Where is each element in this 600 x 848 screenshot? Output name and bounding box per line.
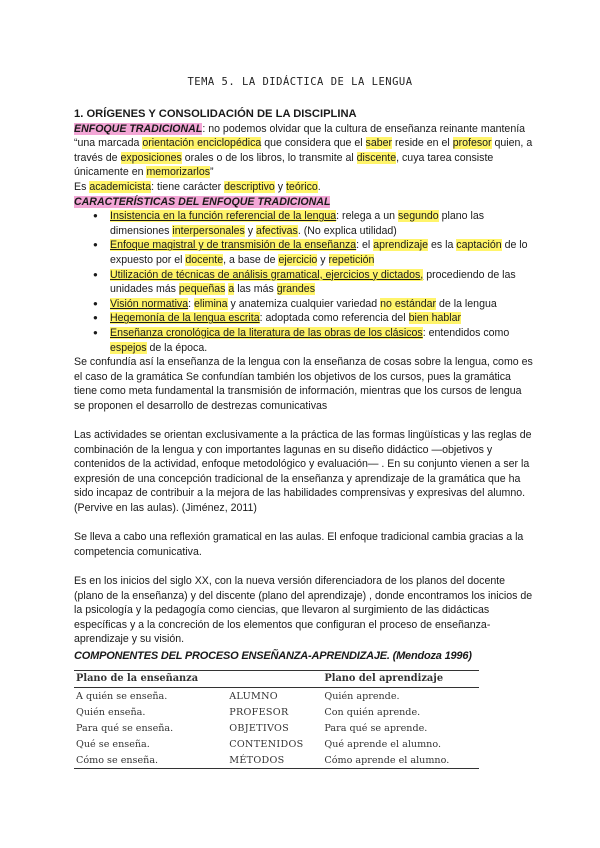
highlight: bien hablar bbox=[408, 312, 462, 325]
table-cell: PROFESOR bbox=[229, 707, 289, 718]
table-cell: Qué se enseña. bbox=[76, 739, 150, 750]
table-cell: Quién enseña. bbox=[76, 707, 146, 718]
list-item bbox=[110, 311, 534, 326]
table-cell: CONTENIDOS bbox=[229, 739, 304, 750]
text-run: y bbox=[244, 224, 257, 237]
text-run: : bbox=[188, 297, 195, 310]
highlight: pequeñas bbox=[178, 283, 226, 296]
highlight: ejercicio bbox=[278, 253, 318, 266]
underlined-highlight: Hegemonía de la lengua escrita bbox=[110, 312, 260, 325]
highlight: aprendizaje bbox=[373, 239, 429, 252]
table-header-row bbox=[74, 671, 479, 688]
components-table bbox=[74, 670, 479, 769]
paragraph: Se confundía así la enseñanza de la lengua con la enseñanza de cosas sobre la lengua, como es el caso de la gramática Se confundían también los objetivos de los cursos, pues la gramática tiene como meta fundamental la transmisión de información, mientras que los cursos de lengua se proponen el desarrollo de destrezas comunicativas bbox=[74, 356, 533, 412]
paragraph: Se lleva a cabo una reflexión gramatical en las aulas. El enfoque tradicional cambia gracias a la competencia comunicativa. bbox=[74, 531, 524, 558]
table-row bbox=[74, 752, 479, 769]
text-run: plano las dimensiones bbox=[110, 210, 485, 237]
section-heading: 1. ORÍGENES Y CONSOLIDACIÓN DE LA DISCIPLINA bbox=[74, 108, 357, 120]
text-run: : relega a un bbox=[336, 210, 398, 223]
text-run: y bbox=[317, 253, 329, 266]
characteristics-heading bbox=[74, 195, 534, 210]
text-run: Es bbox=[74, 180, 90, 193]
text-run: es la bbox=[428, 239, 457, 252]
spacer bbox=[74, 559, 534, 574]
text-run: de lo expuesto por el bbox=[110, 239, 528, 266]
highlight: docente bbox=[185, 253, 224, 266]
highlight: elimina bbox=[194, 297, 228, 310]
text-run: y bbox=[274, 180, 286, 193]
table-cell: Con quién aprende. bbox=[324, 707, 421, 718]
text-run: , a base de bbox=[223, 253, 279, 266]
highlight: repetición bbox=[328, 253, 375, 266]
text-run: : el bbox=[356, 239, 374, 252]
characteristics-list bbox=[74, 209, 534, 355]
text-run: y anatemiza cualquier variedad bbox=[227, 297, 381, 310]
text-run: . bbox=[317, 180, 321, 193]
highlight: captación bbox=[456, 239, 502, 252]
table-cell: Qué aprende el alumno. bbox=[324, 739, 441, 750]
spacer bbox=[74, 516, 534, 531]
highlight: a bbox=[228, 283, 235, 296]
highlight: orientación enciclopédica bbox=[142, 137, 262, 150]
column-header bbox=[227, 671, 322, 688]
page-title: TEMA 5. LA DIDÁCTICA DE LA LENGUA bbox=[187, 76, 413, 88]
text-run: que considera que el bbox=[261, 137, 366, 150]
highlight: afectivas bbox=[256, 224, 298, 237]
underlined-highlight: Utilización de técnicas de análisis gramatical, ejercicios y dictados, bbox=[110, 268, 424, 281]
highlight: grandes bbox=[276, 283, 315, 296]
list-item bbox=[110, 326, 534, 355]
enfoque-label: ENFOQUE TRADICIONAL bbox=[74, 122, 203, 135]
text-run: : no podemos olvidar que la cultura de enseñanza reinante mantenía “una marcada bbox=[74, 122, 526, 150]
highlight: academicista bbox=[89, 180, 152, 193]
highlight: exposiciones bbox=[120, 151, 182, 164]
text-run: orales o de los libros, lo transmite al bbox=[181, 151, 357, 164]
text-run: quien, a través de bbox=[74, 137, 533, 164]
highlight: espejos bbox=[110, 341, 147, 354]
spacer bbox=[74, 413, 534, 428]
text-run: las más bbox=[234, 283, 277, 296]
text-run: procediendo de las unidades más bbox=[110, 268, 516, 296]
enfoque-paragraph bbox=[74, 122, 534, 180]
table-cell: Para qué se enseña. bbox=[76, 723, 174, 734]
text-run: : tiene carácter bbox=[151, 180, 225, 193]
text-run: ” bbox=[210, 166, 214, 179]
components-heading: COMPONENTES DEL PROCESO ENSEÑANZA-APRENDIZAJE. (Mendoza 1996) bbox=[74, 649, 472, 662]
table-row bbox=[74, 704, 479, 720]
table-cell: Quién aprende. bbox=[324, 691, 400, 702]
text-run: reside en el bbox=[392, 137, 453, 150]
column-header: Plano del aprendizaje bbox=[322, 671, 479, 688]
text-run: de la lengua bbox=[436, 297, 497, 310]
table-row bbox=[74, 736, 479, 752]
highlight: interpersonales bbox=[172, 224, 245, 237]
table-cell: OBJETIVOS bbox=[229, 723, 290, 734]
paragraph: Las actividades se orientan exclusivamente a la práctica de las formas lingüísticas y las reglas de combinación de la lengua y con importantes lagunas en su diseño didáctico —objetivos y contenidos de la actividad, enfoque metodológico y evaluación— . En su conjunto vienen a ser la expresión de una concepción tradicional de la enseñanza y aprendizaje de la gramática que ha sido incapaz de contribuir a la mejora de las habilidades comprensivas y expresivas del alumno. (Pervive en las aulas). (Jiménez, 2011) bbox=[74, 429, 532, 515]
table-cell: Cómo aprende el alumno. bbox=[322, 752, 479, 769]
list-item bbox=[110, 238, 534, 267]
table-cell: ALUMNO bbox=[229, 691, 278, 702]
column-header: Plano de la enseñanza bbox=[74, 671, 227, 688]
document-body bbox=[74, 107, 534, 664]
table-cell: Para qué se aprende. bbox=[324, 723, 428, 734]
highlight: teórico bbox=[285, 180, 318, 193]
underlined-highlight: Enfoque magistral y de transmisión de la enseñanza bbox=[110, 239, 357, 252]
list-item bbox=[110, 297, 534, 312]
highlight: memorizarlos bbox=[146, 166, 211, 179]
highlight: descriptivo bbox=[224, 180, 275, 193]
es-paragraph bbox=[74, 180, 534, 195]
highlight: discente bbox=[356, 151, 397, 164]
text-run: , cuya tarea consiste únicamente en bbox=[74, 151, 494, 179]
list-item bbox=[110, 268, 534, 297]
table-row bbox=[74, 688, 479, 705]
highlight: saber bbox=[365, 137, 393, 150]
highlight: segundo bbox=[398, 210, 439, 223]
underlined-highlight: Visión normativa bbox=[110, 297, 189, 310]
text-run: : entendidos como bbox=[422, 326, 510, 339]
characteristics-label: CARACTERÍSTICAS DEL ENFOQUE TRADICIONAL bbox=[74, 195, 331, 208]
underlined-highlight: Enseñanza cronológica de la literatura de las obras de los clásicos bbox=[110, 326, 423, 339]
text-run: . (No explica utilidad) bbox=[297, 224, 397, 237]
text-run: : adoptada como referencia del bbox=[259, 312, 409, 325]
text-run: de la época. bbox=[146, 341, 208, 354]
underlined-highlight: Insistencia en la función referencial de la lengua bbox=[110, 210, 337, 223]
paragraph: Es en los inicios del siglo XX, con la nueva versión diferenciadora de los planos del docente (plano de la enseñanza) y del discente (plano del aprendizaje) , donde encontramos los inicios de la psicología y la pedagogía como ciencias, que llevaron al surgimiento de las didácticas específicas y a la concreción de los elementos que configuran el proceso de enseñanza- aprendizaje y su visión. bbox=[74, 575, 533, 646]
highlight: no estándar bbox=[380, 297, 437, 310]
list-item bbox=[110, 209, 534, 238]
table-cell: Cómo se enseña. bbox=[74, 752, 227, 769]
table-cell: MÉTODOS bbox=[227, 752, 322, 769]
table-cell: A quién se enseña. bbox=[76, 691, 168, 702]
table-row bbox=[74, 720, 479, 736]
highlight: profesor bbox=[452, 137, 492, 150]
